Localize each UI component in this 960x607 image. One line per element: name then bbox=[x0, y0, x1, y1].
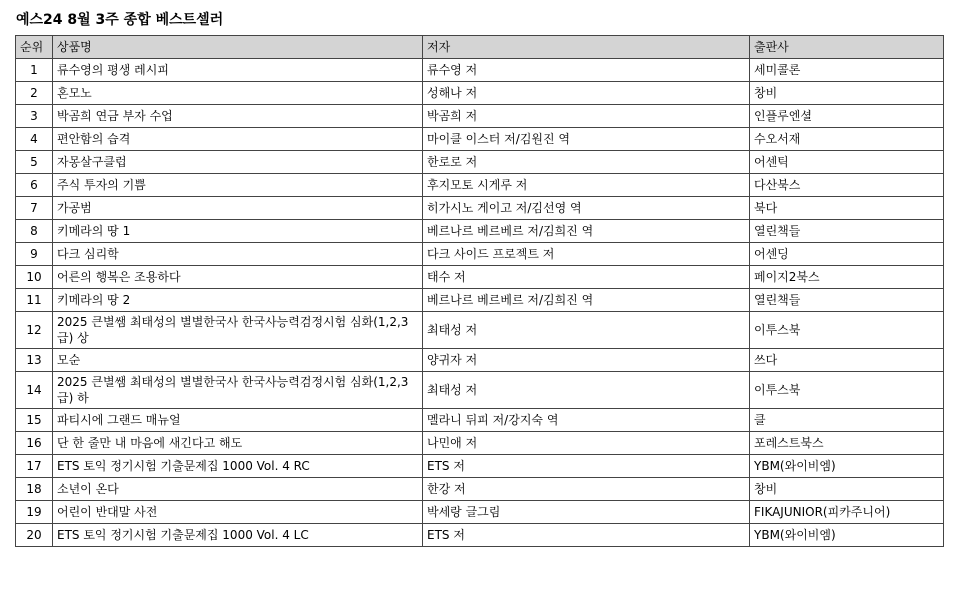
publisher-cell: YBM(와이비엠) bbox=[750, 455, 944, 478]
publisher-cell: 다산북스 bbox=[750, 174, 944, 197]
author-cell: 양귀자 저 bbox=[423, 349, 750, 372]
table-row bbox=[16, 197, 944, 220]
table-row bbox=[16, 501, 944, 524]
publisher-cell: 열린책들 bbox=[750, 220, 944, 243]
title-cell: 키메라의 땅 1 bbox=[53, 220, 423, 243]
title-cell: 주식 투자의 기쁨 bbox=[53, 174, 423, 197]
table-row bbox=[16, 128, 944, 151]
title-cell: 단 한 줄만 내 마음에 새긴다고 해도 bbox=[53, 432, 423, 455]
table-row bbox=[16, 151, 944, 174]
publisher-cell: 어센딩 bbox=[750, 243, 944, 266]
rank-cell: 12 bbox=[16, 312, 53, 349]
rank-cell: 19 bbox=[16, 501, 53, 524]
publisher-cell: 쓰다 bbox=[750, 349, 944, 372]
publisher-cell: 페이지2북스 bbox=[750, 266, 944, 289]
title-cell: 키메라의 땅 2 bbox=[53, 289, 423, 312]
table-row bbox=[16, 82, 944, 105]
rank-cell: 14 bbox=[16, 372, 53, 409]
author-cell: 한로로 저 bbox=[423, 151, 750, 174]
author-cell: 다크 사이드 프로젝트 저 bbox=[423, 243, 750, 266]
author-cell: 나민애 저 bbox=[423, 432, 750, 455]
author-cell: 태수 저 bbox=[423, 266, 750, 289]
table-row bbox=[16, 312, 944, 349]
table-row bbox=[16, 372, 944, 409]
author-cell: 마이클 이스터 저/김원진 역 bbox=[423, 128, 750, 151]
author-cell: 멜라니 뒤피 저/강지숙 역 bbox=[423, 409, 750, 432]
publisher-cell: 열린책들 bbox=[750, 289, 944, 312]
table-row bbox=[16, 524, 944, 547]
title-cell: ETS 토익 정기시험 기출문제집 1000 Vol. 4 RC bbox=[53, 455, 423, 478]
author-cell: ETS 저 bbox=[423, 455, 750, 478]
column-header-rank: 순위 bbox=[16, 36, 53, 59]
author-cell: 최태성 저 bbox=[423, 312, 750, 349]
publisher-cell: 창비 bbox=[750, 478, 944, 501]
rank-cell: 6 bbox=[16, 174, 53, 197]
table-row bbox=[16, 432, 944, 455]
rank-cell: 5 bbox=[16, 151, 53, 174]
column-header-author: 저자 bbox=[423, 36, 750, 59]
title-cell: 편안함의 습격 bbox=[53, 128, 423, 151]
table-row bbox=[16, 59, 944, 82]
rank-cell: 20 bbox=[16, 524, 53, 547]
author-cell: 히가시노 게이고 저/김선영 역 bbox=[423, 197, 750, 220]
publisher-cell: 북다 bbox=[750, 197, 944, 220]
rank-cell: 13 bbox=[16, 349, 53, 372]
rank-cell: 15 bbox=[16, 409, 53, 432]
publisher-cell: 클 bbox=[750, 409, 944, 432]
table-row bbox=[16, 174, 944, 197]
rank-cell: 1 bbox=[16, 59, 53, 82]
author-cell: 박곰희 저 bbox=[423, 105, 750, 128]
publisher-cell: 이투스북 bbox=[750, 312, 944, 349]
table-row bbox=[16, 409, 944, 432]
publisher-cell: 창비 bbox=[750, 82, 944, 105]
column-header-publisher: 출판사 bbox=[750, 36, 944, 59]
rank-cell: 17 bbox=[16, 455, 53, 478]
page-title: 예스24 8월 3주 종합 베스트셀러 bbox=[16, 12, 224, 28]
rank-cell: 7 bbox=[16, 197, 53, 220]
author-cell: 한강 저 bbox=[423, 478, 750, 501]
table-row bbox=[16, 478, 944, 501]
table-row bbox=[16, 243, 944, 266]
title-cell: 박곰희 연금 부자 수업 bbox=[53, 105, 423, 128]
table-header-row bbox=[16, 36, 944, 59]
publisher-cell: 수오서재 bbox=[750, 128, 944, 151]
title-cell: 가공범 bbox=[53, 197, 423, 220]
title-cell: 류수영의 평생 레시피 bbox=[53, 59, 423, 82]
title-cell: 자몽살구클럽 bbox=[53, 151, 423, 174]
title-cell: 2025 큰별쌤 최태성의 별별한국사 한국사능력검정시험 심화(1,2,3급) 하 bbox=[53, 372, 423, 409]
table-body bbox=[16, 59, 944, 547]
rank-cell: 10 bbox=[16, 266, 53, 289]
author-cell: 후지모토 시게루 저 bbox=[423, 174, 750, 197]
title-cell: ETS 토익 정기시험 기출문제집 1000 Vol. 4 LC bbox=[53, 524, 423, 547]
table-row bbox=[16, 289, 944, 312]
title-cell: 다크 심리학 bbox=[53, 243, 423, 266]
rank-cell: 11 bbox=[16, 289, 53, 312]
rank-cell: 9 bbox=[16, 243, 53, 266]
author-cell: 베르나르 베르베르 저/김희진 역 bbox=[423, 220, 750, 243]
rank-cell: 8 bbox=[16, 220, 53, 243]
author-cell: ETS 저 bbox=[423, 524, 750, 547]
table-row bbox=[16, 105, 944, 128]
title-cell: 혼모노 bbox=[53, 82, 423, 105]
table-row bbox=[16, 349, 944, 372]
author-cell: 베르나르 베르베르 저/김희진 역 bbox=[423, 289, 750, 312]
table-row bbox=[16, 220, 944, 243]
rank-cell: 18 bbox=[16, 478, 53, 501]
title-cell: 모순 bbox=[53, 349, 423, 372]
title-cell: 파티시에 그랜드 매뉴얼 bbox=[53, 409, 423, 432]
author-cell: 성해나 저 bbox=[423, 82, 750, 105]
publisher-cell: FIKAJUNIOR(피카주니어) bbox=[750, 501, 944, 524]
table-row bbox=[16, 455, 944, 478]
author-cell: 최태성 저 bbox=[423, 372, 750, 409]
table-row bbox=[16, 266, 944, 289]
rank-cell: 16 bbox=[16, 432, 53, 455]
rank-cell: 4 bbox=[16, 128, 53, 151]
publisher-cell: YBM(와이비엠) bbox=[750, 524, 944, 547]
publisher-cell: 이투스북 bbox=[750, 372, 944, 409]
title-cell: 2025 큰별쌤 최태성의 별별한국사 한국사능력검정시험 심화(1,2,3급) 상 bbox=[53, 312, 423, 349]
author-cell: 박세랑 글그림 bbox=[423, 501, 750, 524]
publisher-cell: 포레스트북스 bbox=[750, 432, 944, 455]
publisher-cell: 인플루엔셜 bbox=[750, 105, 944, 128]
author-cell: 류수영 저 bbox=[423, 59, 750, 82]
title-cell: 소년이 온다 bbox=[53, 478, 423, 501]
publisher-cell: 세미콜론 bbox=[750, 59, 944, 82]
rank-cell: 2 bbox=[16, 82, 53, 105]
rank-cell: 3 bbox=[16, 105, 53, 128]
publisher-cell: 어센틱 bbox=[750, 151, 944, 174]
column-header-title: 상품명 bbox=[53, 36, 423, 59]
title-cell: 어른의 행복은 조용하다 bbox=[53, 266, 423, 289]
bestseller-table bbox=[15, 35, 944, 547]
title-cell: 어린이 반대말 사전 bbox=[53, 501, 423, 524]
